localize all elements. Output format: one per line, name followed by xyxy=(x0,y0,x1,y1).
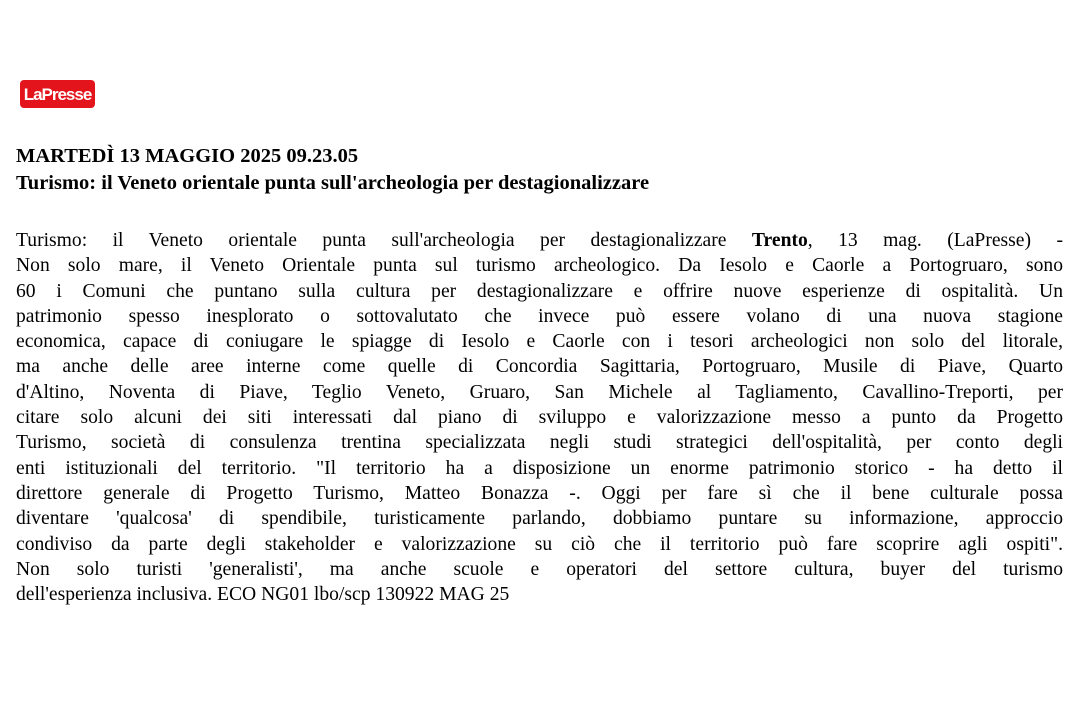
body-line-1-tail: , 13 mag. (LaPresse) - xyxy=(807,230,1063,251)
body-line: Non solo turisti 'generalisti', ma anche scuole e operatori del settore cultura, buyer del turismo xyxy=(16,558,1063,580)
logo-text: LaPresse xyxy=(23,84,92,104)
body-line: enti istituzionali del territorio. "Il territorio ha a disposizione un enorme patrimonio storico - ha detto il xyxy=(16,457,1063,479)
body-line: 60 i Comuni che puntano sulla cultura per destagionalizzare e offrire nuove esperienze di ospitalità. Un xyxy=(16,280,1063,302)
body-line: dell'esperienza inclusiva. ECO NG01 lbo/scp 130922 MAG 25 xyxy=(16,584,510,606)
body-line: citare solo alcuni dei siti interessati dal piano di sviluppo e valorizzazione messo a punto da Progetto xyxy=(16,407,1063,429)
dateline: MARTEDÌ 13 MAGGIO 2025 09.23.05 xyxy=(16,145,359,167)
lapresse-logo xyxy=(20,80,95,108)
body-line: d'Altino, Noventa di Piave, Teglio Veneto, Gruaro, San Michele al Tagliamento, Cavallino-Treporti, per xyxy=(16,381,1063,403)
location-bold: Trento xyxy=(751,230,808,251)
body-line: condiviso da parte degli stakeholder e valorizzazione su ciò che il territorio può fare scoprire agli ospiti". xyxy=(16,533,1063,555)
body-line: economica, capace di coniugare le spiagge di Iesolo e Caorle con i tesori archeologici non solo del litorale, xyxy=(16,331,1063,353)
body-line: direttore generale di Progetto Turismo, Matteo Bonazza -. Oggi per fare sì che il bene culturale possa xyxy=(16,482,1063,504)
body-line xyxy=(16,228,1063,253)
body-line: Non solo mare, il Veneto Orientale punta sul turismo archeologico. Da Iesolo e Caorle a Portogruaro, sono xyxy=(16,255,1063,277)
body-line-1-text: Turismo: il Veneto orientale punta sull'archeologia per destagionalizzare xyxy=(16,230,752,251)
headline: Turismo: il Veneto orientale punta sull'archeologia per destagionalizzare xyxy=(16,172,650,194)
body-line: Turismo, società di consulenza trentina specializzata negli studi strategici dell'ospitalità, per conto degli xyxy=(16,432,1063,454)
body-line: patrimonio spesso inesplorato o sottovalutato che invece può essere volano di una nuova stagione xyxy=(16,305,1063,327)
article-body xyxy=(16,228,1063,607)
body-line: ma anche delle aree interne come quelle di Concordia Sagittaria, Portogruaro, Musile di Piave, Quarto xyxy=(16,356,1063,378)
body-line: diventare 'qualcosa' di spendibile, turisticamente parlando, dobbiamo puntare su informazione, approccio xyxy=(16,508,1063,530)
